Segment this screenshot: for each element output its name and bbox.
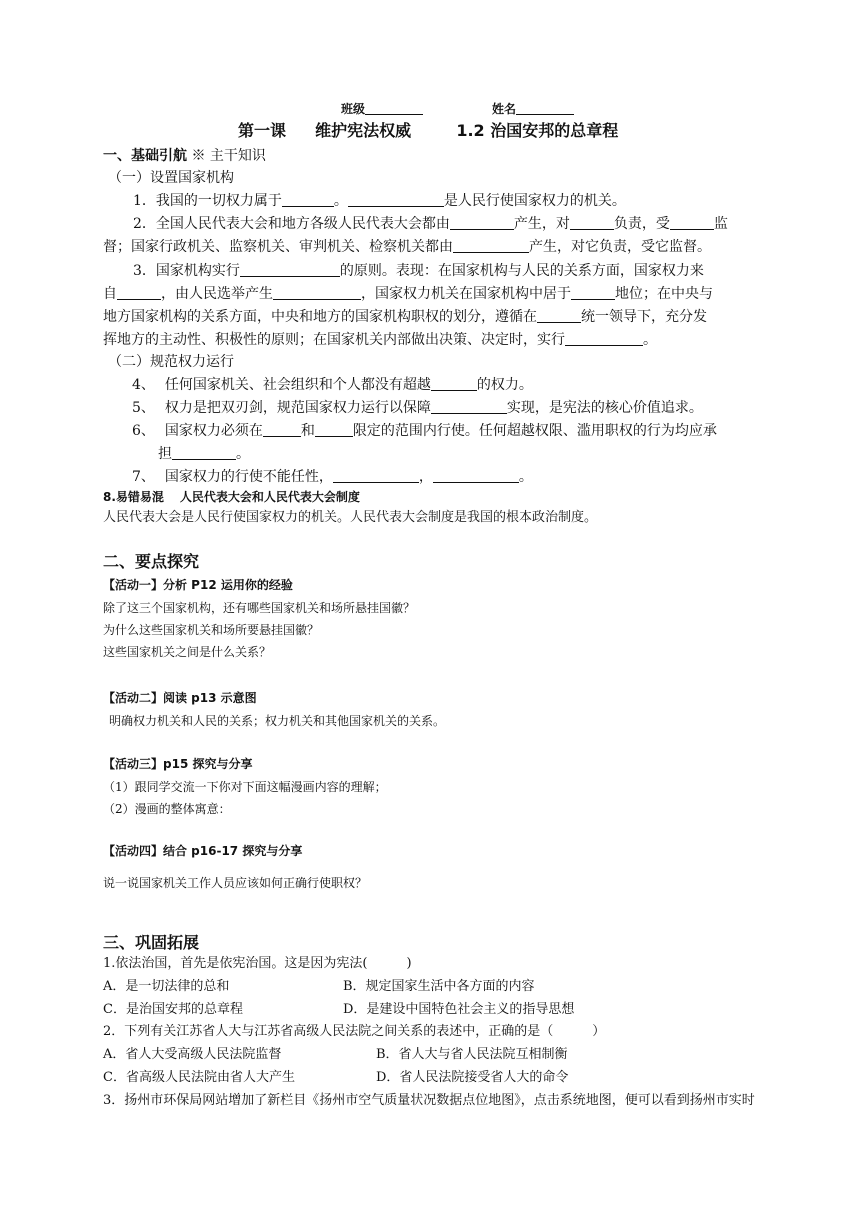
name-label: 姓名 [492,102,517,116]
blank[interactable] [433,469,519,483]
class-label: 班级 [341,102,366,116]
question-3-line-4: 挥地方的主动性、积极性的原则；在国家机关内部做出决策、决定时，实行 。 [103,332,657,348]
blank[interactable] [450,216,514,230]
blank[interactable] [333,469,419,483]
blank[interactable] [570,216,614,230]
activity-3-question-1: （1）跟同学交流一下你对下面这幅漫画内容的理解； [103,780,387,794]
subsection-two-heading: （二）规范权力运行 [108,354,234,370]
activity-2-title: 【活动二】阅读 p13 示意图 [103,691,257,705]
page-title [238,122,618,140]
blank[interactable] [315,423,353,437]
question-4: 4、 任何国家机关、社会组织和个人都没有超越 的权力。 [132,377,533,393]
section-two-heading: 二、要点探究 [103,552,200,571]
activity-3-title: 【活动三】p15 探究与分享 [103,757,253,771]
class-blank[interactable] [365,101,423,115]
title-lesson: 第一课 [238,121,287,140]
blank[interactable] [263,423,301,437]
subsection-one-heading: （一）设置国家机构 [108,170,234,186]
blank[interactable] [571,286,615,300]
blank[interactable] [453,239,529,253]
blank[interactable] [273,286,361,300]
reference-mark-icon: ※ [191,148,206,164]
blank[interactable] [431,377,477,391]
activity-1-title: 【活动一】分析 P12 运用你的经验 [103,578,293,592]
activity-3-question-2: （2）漫画的整体寓意： [103,802,231,816]
question-7: 7、 国家权力的行使不能任性， ， 。 [132,469,533,485]
blank[interactable] [172,446,236,460]
section-three-heading: 三、巩固拓展 [103,933,200,952]
name-field [492,100,574,118]
blank[interactable] [431,400,507,414]
question-2: 2．全国人民代表大会和地方各级人民代表大会都由 产生，对 负责，受 监 [133,216,728,232]
blank[interactable] [240,263,340,277]
question-6-line-2: 担 。 [158,446,250,462]
title-section: 1.2 治国安邦的总章程 [456,121,619,140]
exercise-1-option-b[interactable]: B．规定国家生活中各方面的内容 [343,979,535,994]
question-8-title: 8.易错易混 人民代表大会和人民代表大会制度 [103,490,360,504]
exercise-1-option-c[interactable]: C．是治国安邦的总章程 [103,1002,243,1017]
exercise-1-option-a[interactable]: A．是一切法律的总和 [103,979,230,994]
name-blank[interactable] [516,101,574,115]
exercise-1-option-d[interactable]: D．是建设中国特色社会主义的指导思想 [343,1002,575,1017]
exercise-2-option-a[interactable]: A．省人大受高级人民法院监督 [103,1047,282,1062]
section-one-heading: 一、基础引航 ※ 主干知识 [103,148,266,164]
question-2-line-2: 督；国家行政机关、监察机关、审判机关、检察机关都由 产生，对它负责，受它监督。 [103,239,711,255]
question-3-line-3: 地方国家机构的关系方面，中央和地方的国家机构职权的划分，遵循在 统一领导下，充分发 [103,309,707,325]
exercise-2-option-d[interactable]: D．省人民法院接受省人大的命令 [376,1070,569,1085]
blank[interactable] [565,332,643,346]
activity-4-text: 说一说国家机关工作人员应该如何正确行使职权？ [103,876,368,890]
exercise-2-option-c[interactable]: C．省高级人民法院由省人大产生 [103,1070,295,1085]
activity-1-question-1: 除了这三个国家机构，还有哪些国家机关和场所悬挂国徽？ [103,601,416,615]
question-3-line-2: 自 ，由人民选举产生 ，国家权力机关在国家机构中居于 地位；在中央与 [103,286,713,302]
blank[interactable] [537,309,581,323]
activity-1-question-2: 为什么这些国家机关和场所要悬挂国徽？ [103,623,320,637]
question-5: 5、 权力是把双刃剑，规范国家权力运行以保障 实现，是宪法的核心价值追求。 [132,400,703,416]
class-field [341,100,423,118]
question-3: 3．国家机构实行 的原则。表现：在国家机构与人民的关系方面，国家权力来 [133,263,704,279]
blank[interactable] [670,216,714,230]
blank[interactable] [117,286,161,300]
exercise-3-stem: 3．扬州市环保局网站增加了新栏目《扬州市空气质量状况数据点位地图》，点击系统地图，便可以看到扬州市实时 [103,1093,755,1108]
exercise-1-stem: 1.依法治国，首先是依宪治国。这是因为宪法( ) [103,956,412,971]
exercise-2-stem: 2．下列有关江苏省人大与江苏省高级人民法院之间关系的表述中，正确的是（ ） [103,1024,606,1039]
activity-1-question-3: 这些国家机关之间是什么关系？ [103,645,272,659]
activity-2-text: 明确权力机关和人民的关系；权力机关和其他国家机关的关系。 [109,714,446,728]
exercise-2-option-b[interactable]: B．省人大与省人民法院互相制衡 [376,1047,568,1062]
activity-4-title: 【活动四】结合 p16-17 探究与分享 [103,844,303,858]
blank[interactable] [348,193,444,207]
question-8-text: 人民代表大会是人民行使国家权力的机关。人民代表大会制度是我国的根本政治制度。 [103,510,598,525]
title-topic: 维护宪法权威 [315,121,412,140]
question-1: 1．我国的一切权力属于 。 是人民行使国家权力的机关。 [133,193,626,209]
question-6: 6、 国家权力必须在 和 限定的范围内行使。任何超越权限、滥用职权的行为均应承 [132,423,717,439]
blank[interactable] [282,193,334,207]
